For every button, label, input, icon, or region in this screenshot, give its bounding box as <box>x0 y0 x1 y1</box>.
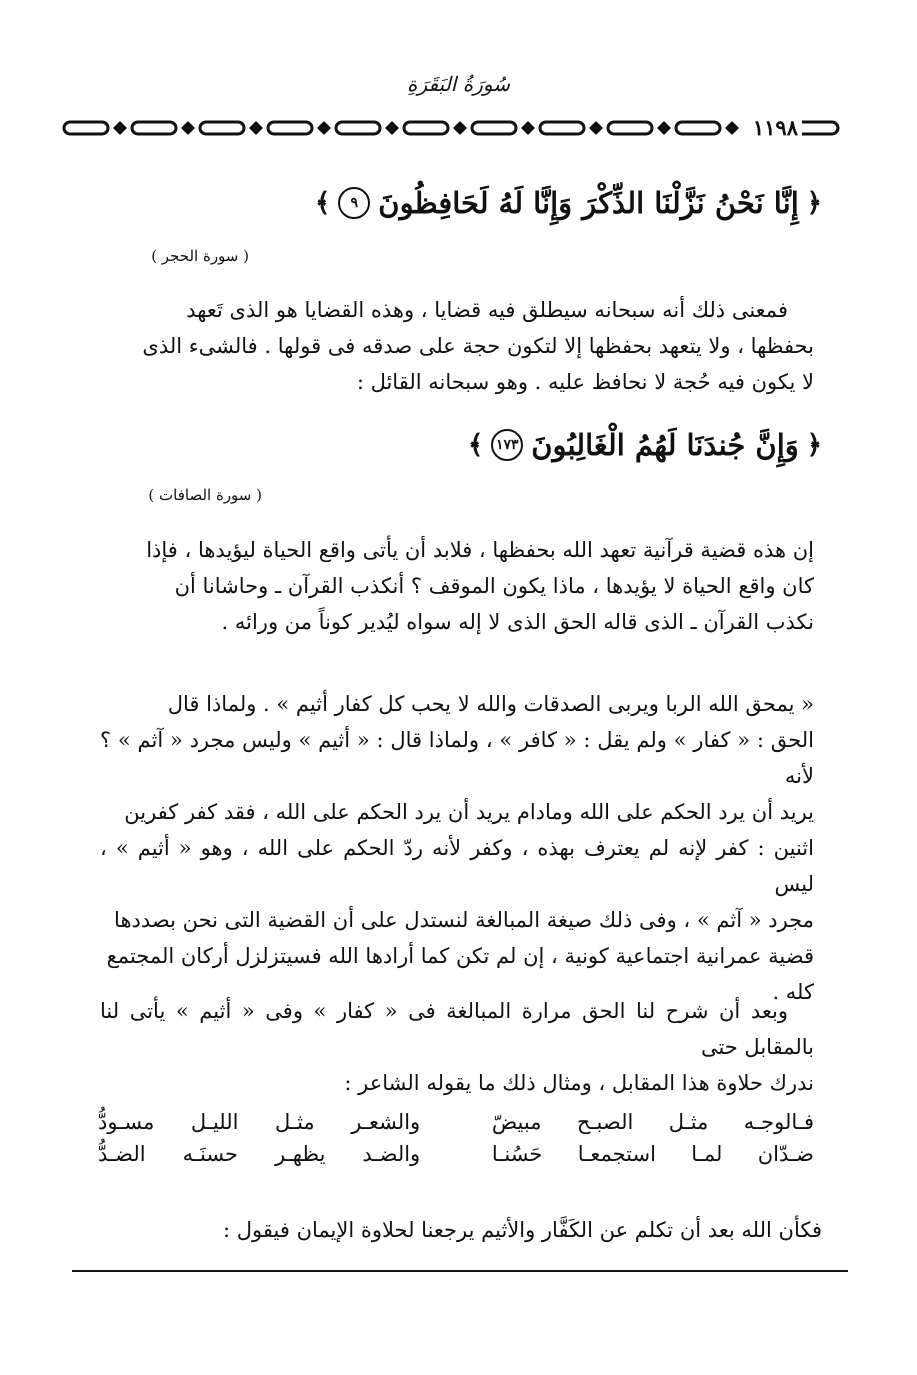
paragraph-line: لا يكون فيه حُجة لا نحافظ عليه . وهو سبحانه القائل : <box>356 370 814 394</box>
ornament-border-icon <box>58 116 842 140</box>
page-header-ornament-row <box>58 116 842 140</box>
verse-text: وَإِنَّ جُندَنَا لَهُمُ الْغَالِبُونَ <box>531 428 799 462</box>
quran-verse-saffat <box>468 428 822 462</box>
paragraph-line: يريد أن يرد الحكم على الله ومادام يريد أن يرد الحكم على الله ، فقد كفر كفرين <box>124 800 814 824</box>
paragraph-line: بحفظها ، ولا يتعهد بحفظها إلا لتكون حجة على صدقه فى قولها . فالشىء الذى <box>142 334 814 358</box>
paragraph-line: قضية عمرانية اجتماعية كونية ، إن لم تكن كما أرادها الله فسيتزلزل أركان المجتمع <box>106 944 814 968</box>
page-number: ١١٩٨ <box>749 115 802 140</box>
ornate-bracket-open-icon: ﴿ <box>806 430 822 460</box>
paragraph-line: الحق : « كفار » ولم يقل : « كافر » ، ولماذا قال : « أثيم » وليس مجرد « آثم » ؟ لأنه <box>100 728 814 788</box>
paragraph-line: وبعد أن شرح لنا الحق مرارة المبالغة فى « كفار » وفى « أثيم » يأتى لنا بالمقابل حتى <box>100 999 814 1059</box>
paragraph-line: فمعنى ذلك أنه سبحانه سيطلق فيه قضايا ، وهذه القضايا هو الذى تَعهد <box>186 298 788 322</box>
paragraph-line: نكذب القرآن ـ الذى قاله الحق الذى لا إله سواه ليُدير كوناً من ورائه . <box>221 610 814 634</box>
paragraph-1 <box>100 292 814 400</box>
footer-divider <box>72 1270 848 1272</box>
poem-hemistich-right: فـالوجـه مثـل الصبـح مبيضّ <box>491 1110 814 1134</box>
paragraph-line: ندرك حلاوة هذا المقابل ، ومثال ذلك ما يقوله الشاعر : <box>344 1071 814 1095</box>
ornate-bracket-open-icon: ﴿ <box>806 188 822 218</box>
verse-text: إِنَّا نَحْنُ نَزَّلْنَا الذِّكْرَ وَإِنَّا لَهُ لَحَافِظُونَ <box>378 186 799 220</box>
paragraph-line: كله . <box>772 980 814 1004</box>
surah-title: سُورَةُ البَقَرَةِ <box>407 72 510 96</box>
poem-hemistich-left: والضـد يظهـر حسنَـه الضـدُّ <box>98 1142 421 1166</box>
verse-number-circle: ١٧٣ <box>491 429 523 461</box>
poem-verse <box>98 1106 814 1138</box>
poem-hemistich-right: ضـدّان لمـا استجمعـا حَسُنـا <box>491 1142 814 1166</box>
ornate-bracket-close-icon: ﴾ <box>467 430 484 460</box>
poem <box>98 1106 814 1170</box>
paragraph-line: « يمحق الله الربا ويربى الصدقات والله لا يحب كل كفار أثيم » . ولماذا قال <box>167 692 814 716</box>
paragraph-4 <box>100 993 814 1101</box>
paragraph-line: اثنين : كفر لإنه لم يعترف بهذه ، وكفر لأنه ردّ الحكم على الله ، وهو « أثيم » ، ليس <box>100 836 814 896</box>
surah-reference: ( سورة الحجر ) <box>151 247 249 265</box>
paragraph-2 <box>100 532 814 640</box>
paragraph-line: مجرد « آثم » ، وفى ذلك صيغة المبالغة لنستدل على أن القضية التى نحن بصددها <box>114 908 814 932</box>
poem-verse <box>98 1138 814 1170</box>
ornate-bracket-close-icon: ﴾ <box>315 188 331 218</box>
paragraph-line: كان واقع الحياة لا يؤيدها ، ماذا يكون الموقف ؟ أنكذب القرآن ـ وحاشانا أن <box>174 574 814 598</box>
quran-verse-hijr <box>315 186 822 220</box>
verse-number-circle: ٩ <box>338 187 370 219</box>
surah-reference: ( سورة الصافات ) <box>148 486 262 504</box>
poem-hemistich-left: والشعـر مثـل الليـل مسـودُّ <box>98 1110 421 1134</box>
closing-line: فكأن الله بعد أن تكلم عن الكَفَّار والأثيم يرجعنا لحلاوة الإيمان فيقول : <box>223 1218 822 1242</box>
paragraph-3 <box>100 686 814 1010</box>
paragraph-line: إن هذه قضية قرآنية تعهد الله بحفظها ، فلابد أن يأتى واقع الحياة ليؤيدها ، فإذا <box>146 538 814 562</box>
